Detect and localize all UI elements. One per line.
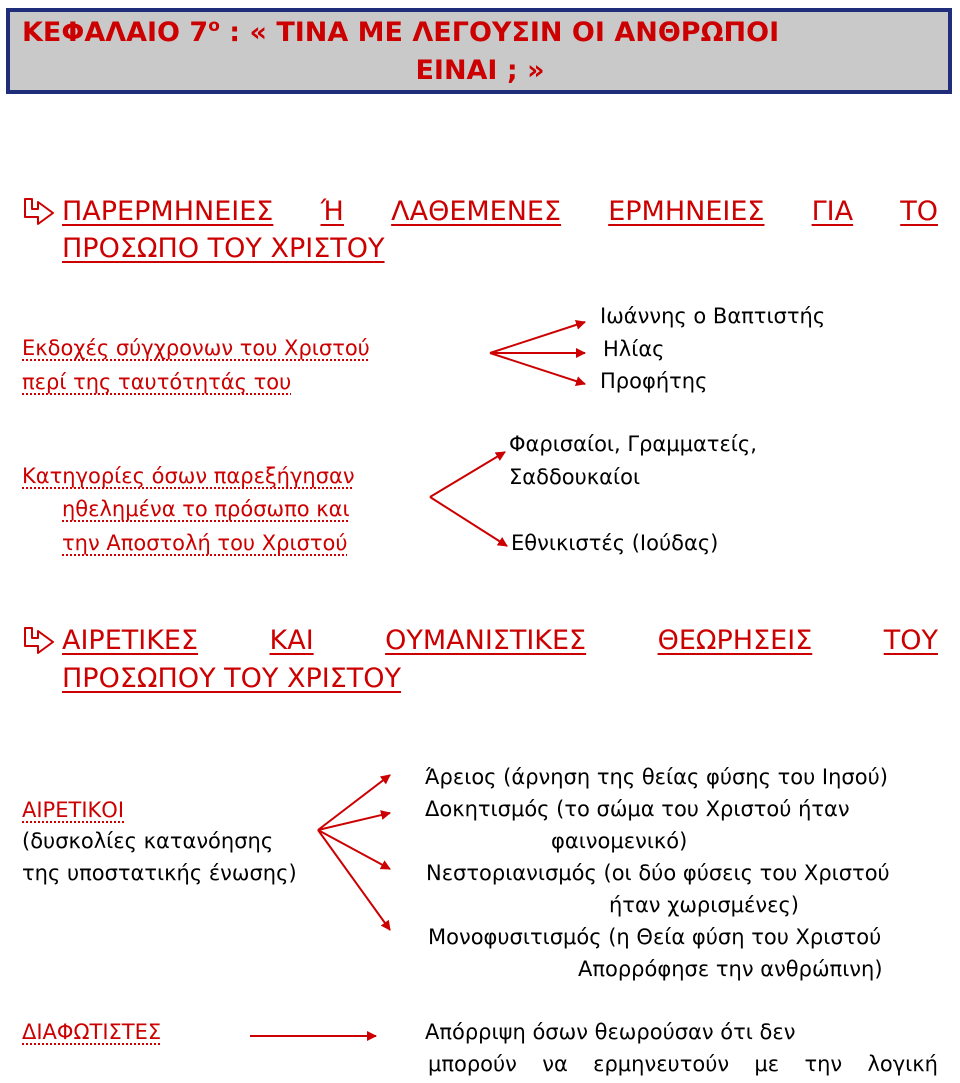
group2-label-line2: ηθελημένα το πρόσωπο και [62,497,350,521]
section2-heading-line1: ΑΙΡΕΤΙΚΕΣ ΚΑΙ ΟΥΜΑΝΙΣΤΙΚΕΣ ΘΕΩΡΗΣΕΙΣ ΤΟΥ [62,625,938,656]
heresy-monophysitism-line1: Μονοφυσιτισμός (η Θεία φύση του Χριστού [428,925,882,949]
arrow-group2-1 [430,452,505,497]
arrow-group2-2 [430,497,507,546]
outline-arrow-bullet-icon [22,197,56,227]
group1-item-1: Ιωάννης ο Βαπτιστής [600,304,826,328]
section1-heading-line2: ΠΡΟΣΩΠΟ ΤΟΥ ΧΡΙΣΤΟΥ [62,233,385,264]
heresy-nestorianism-line2: ήταν χωρισμένες) [609,893,799,917]
group2-label-line1: Κατηγορίες όσων παρεξήγησαν [22,464,355,488]
section1-heading-line1: ΠΑΡΕΡΜΗΝΕΙΕΣ Ή ΛΑΘΕΜΕΝΕΣ ΕΡΜΗΝΕΙΕΣ ΓΙΑ ΤΟ [62,196,938,227]
heretics-sub-line2: της υποστατικής ένωσης) [22,861,297,885]
heresy-docetism-line1: Δοκητισμός (το σώμα του Χριστού ήταν [425,797,850,821]
heretics-sub-line1: (δυσκολίες κατανόησης [22,829,274,853]
heresy-monophysitism-line2: Απορρόφησε την ανθρώπινη) [578,957,883,981]
group1-label-line2: περί της ταυτότητάς του [22,370,292,394]
arrow-group1-3 [490,353,585,384]
enlightenment-label: ΔΙΑΦΩΤΙΣΤΕΣ [22,1020,162,1044]
group2-item2: Εθνικιστές (Ιούδας) [511,531,719,555]
chapter-title-line2: ΕΙΝΑΙ ; » [415,55,545,86]
enlightenment-line2: μπορούν να ερμηνευτούν με την λογική [428,1052,938,1076]
heresy-docetism-line2: φαινομενικό) [551,829,688,853]
arrow-heretics-3 [318,830,390,869]
chapter-title-line1: ΚΕΦΑΛΑΙΟ $7^o$ : « ΤΙΝΑ ΜΕ ΛΕΓΟΥΣΙΝ ΟΙ ΑΝΘΡΩΠΟΙ [22,16,780,48]
arrow-heretics-1 [318,775,390,830]
group2-item1-line1: Φαρισαίοι, Γραμματείς, [509,432,757,456]
outline-arrow-bullet-icon [22,626,56,656]
group1-label-line1: Εκδοχές σύγχρονων του Χριστού [22,336,370,360]
section2-heading-line2: ΠΡΟΣΩΠΟΥ ΤΟΥ ΧΡΙΣΤΟΥ [62,663,402,694]
group1-item-2: Ηλίας [603,337,665,361]
arrow-heretics-2 [318,813,390,830]
arrow-group1-1 [490,322,585,353]
heresy-nestorianism-line1: Νεστοριανισμός (οι δύο φύσεις του Χριστού [426,861,890,885]
enlightenment-line1: Απόρριψη όσων θεωρούσαν ότι δεν [425,1020,796,1044]
arrow-heretics-4 [318,830,390,930]
group2-item1-line2: Σαδδουκαίοι [509,465,641,489]
heretics-label: ΑΙΡΕΤΙΚΟΙ [22,798,125,822]
heresy-arius: Άρειος (άρνηση της θείας φύσης του Ιησού) [425,765,888,789]
group2-label-line3: την Αποστολή του Χριστού [62,531,348,555]
group1-item-3: Προφήτης [600,369,708,393]
